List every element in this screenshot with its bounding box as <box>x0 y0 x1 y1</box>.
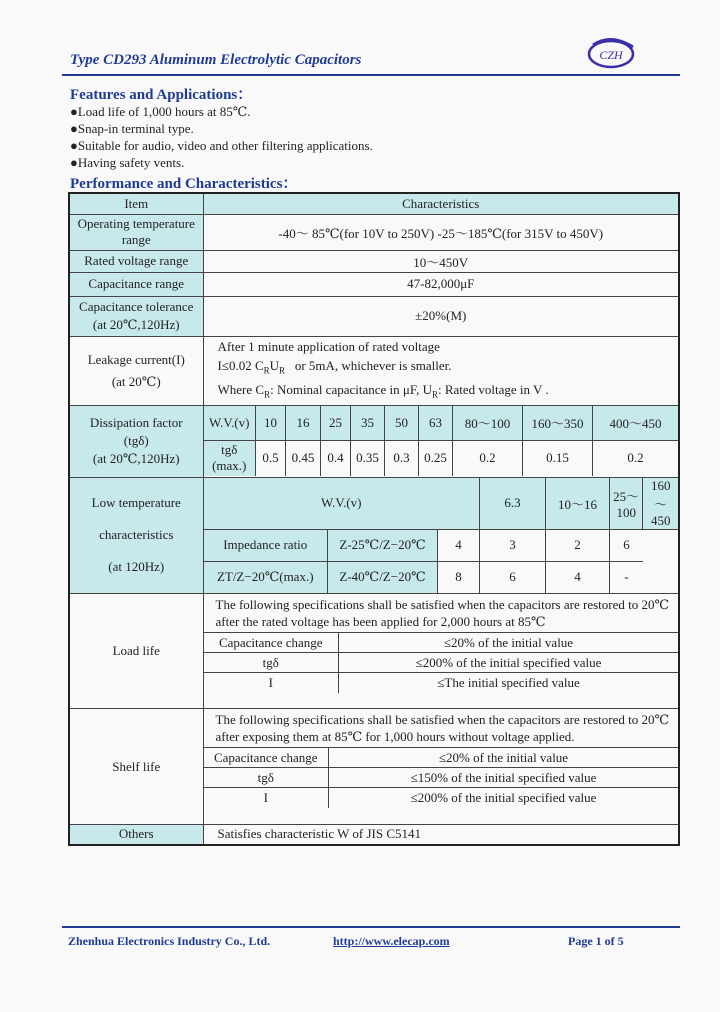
load-life-table <box>204 632 679 693</box>
voltage-cell: 63 <box>419 406 453 440</box>
rated-voltage-value: 10～450V <box>203 250 679 272</box>
document-title: Type CD293 Aluminum Electrolytic Capacitors <box>70 52 362 68</box>
tg-value: 0.25 <box>419 440 453 476</box>
ztz-label: ZT/Z−20℃(max.) <box>204 561 328 593</box>
voltage-cell: 400～450 <box>593 406 679 440</box>
spec-value: ≤20% of the initial value <box>329 748 679 768</box>
wv-label: W.V.(v) <box>204 406 256 440</box>
tg-value: 0.3 <box>385 440 419 476</box>
tg-value: 0.35 <box>351 440 385 476</box>
spec-name: Capacitance change <box>204 748 329 768</box>
voltage-cell: 50 <box>385 406 419 440</box>
performance-title: Performance and Characteristics： <box>70 176 298 192</box>
load-life-cell <box>203 594 679 709</box>
features-title: Features and Applications： <box>70 87 253 103</box>
voltage-cell: 80～100 <box>453 406 523 440</box>
capacitance-range-value: 47-82,000μF <box>203 272 679 296</box>
spec-name: I <box>204 788 329 808</box>
spec-name: tgδ <box>204 653 339 673</box>
impedance-label: Impedance ratio <box>204 529 328 561</box>
tolerance-label: Capacitance tolerance (at 20℃,120Hz) <box>69 296 203 336</box>
low-temp-label: Low temperature characteristics (at 120Hz) <box>69 477 203 594</box>
lt-value: 8 <box>438 561 480 593</box>
list-item: ●Suitable for audio, video and other filtering applications. <box>70 138 373 153</box>
lt-value: 2 <box>546 529 610 561</box>
features-list <box>70 103 373 171</box>
lt-value: 4 <box>546 561 610 593</box>
shelf-life-table <box>204 747 679 808</box>
others-label: Others <box>69 825 203 845</box>
header-rule <box>62 74 680 76</box>
load-life-text: The following specifications shall be satisfied when the capacitors are restored to 20℃ after the rated voltage has been applied for 2,000 hours at 85℃ <box>215 597 670 630</box>
spec-value: ≤20% of the initial value <box>339 633 679 653</box>
low-temp-table <box>204 478 679 594</box>
rated-voltage-label: Rated voltage range <box>69 250 203 272</box>
load-life-label: Load life <box>69 594 203 709</box>
spec-name: tgδ <box>204 768 329 788</box>
company-logo <box>583 35 639 71</box>
footer-rule <box>62 926 680 928</box>
tg-value: 0.2 <box>453 440 523 476</box>
voltage-cell: 10 <box>256 406 286 440</box>
z25-label: Z-25℃/Z−20℃ <box>328 529 438 561</box>
voltage-cell: 16 <box>286 406 321 440</box>
tg-value: 0.5 <box>256 440 286 476</box>
header-item: Item <box>69 193 203 214</box>
dissipation-table <box>204 406 679 476</box>
list-item: ●Snap-in terminal type. <box>70 121 194 136</box>
spec-value: ≤200% of the initial specified value <box>329 788 679 808</box>
lt-voltage: 6.3 <box>480 478 546 530</box>
tg-value: 0.15 <box>523 440 593 476</box>
spec-name: Capacitance change <box>204 633 339 653</box>
capacitance-range-label: Capacitance range <box>69 272 203 296</box>
voltage-cell: 160～350 <box>523 406 593 440</box>
lt-value: 4 <box>438 529 480 561</box>
shelf-life-text: The following specifications shall be satisfied when the capacitors are restored to 20℃ after exposing them at 85℃ for 1,000 hours without voltage applied. <box>215 712 670 745</box>
op-temp-label: Operating temperature range <box>69 214 203 250</box>
shelf-life-cell <box>203 709 679 825</box>
logo-text: CZH <box>599 48 623 62</box>
spec-value: ≤The initial specified value <box>339 673 679 693</box>
list-item: ●Load life of 1,000 hours at 85℃. <box>70 104 251 119</box>
lt-value: - <box>610 561 643 593</box>
voltage-cell: 25 <box>321 406 351 440</box>
tg-value: 0.4 <box>321 440 351 476</box>
spec-value: ≤150% of the initial specified value <box>329 768 679 788</box>
spec-name: I <box>204 673 339 693</box>
list-item: ●Having safety vents. <box>70 155 185 170</box>
lt-value: 6 <box>480 561 546 593</box>
tg-value: 0.45 <box>286 440 321 476</box>
shelf-life-label: Shelf life <box>69 709 203 825</box>
footer-link[interactable]: http://www.elecap.com <box>333 934 450 948</box>
lt-value: 6 <box>610 529 643 561</box>
voltage-cell: 35 <box>351 406 385 440</box>
tolerance-value: ±20%(M) <box>203 296 679 336</box>
leakage-value: After 1 minute application of rated voltage I≤0.02 $C_RU_R$ or 5mA, whichever is smaller. Where $C_R$: Nominal capacitance in μF, $U_R$: Rated voltage in V . <box>203 336 679 405</box>
leakage-label: Leakage current(I) (at 20℃) <box>69 336 203 405</box>
dissipation-label: Dissipation factor (tgδ) (at 20℃,120Hz) <box>69 405 203 477</box>
lt-wv-label: W.V.(v) <box>204 478 480 530</box>
footer-company: Zhenhua Electronics Industry Co., Ltd. <box>68 934 271 948</box>
tg-label: tgδ (max.) <box>204 440 256 476</box>
op-temp-value: -40～ 85℃(for 10V to 250V) -25～185℃(for 315V to 450V) <box>203 214 679 250</box>
z40-label: Z-40℃/Z−20℃ <box>328 561 438 593</box>
header-characteristics: Characteristics <box>203 193 679 214</box>
lt-voltage: 25～100 <box>610 478 643 530</box>
spec-value: ≤200% of the initial specified value <box>339 653 679 673</box>
low-temp-table-cell <box>203 477 679 594</box>
dissipation-table-cell <box>203 405 679 477</box>
characteristics-table <box>68 192 680 846</box>
lt-voltage: 160～450 <box>643 478 678 530</box>
lt-voltage: 10～16 <box>546 478 610 530</box>
lt-value: 3 <box>480 529 546 561</box>
tg-value: 0.2 <box>593 440 679 476</box>
page-number: Page 1 of 5 <box>568 934 624 948</box>
others-value: Satisfies characteristic W of JIS C5141 <box>203 825 679 845</box>
